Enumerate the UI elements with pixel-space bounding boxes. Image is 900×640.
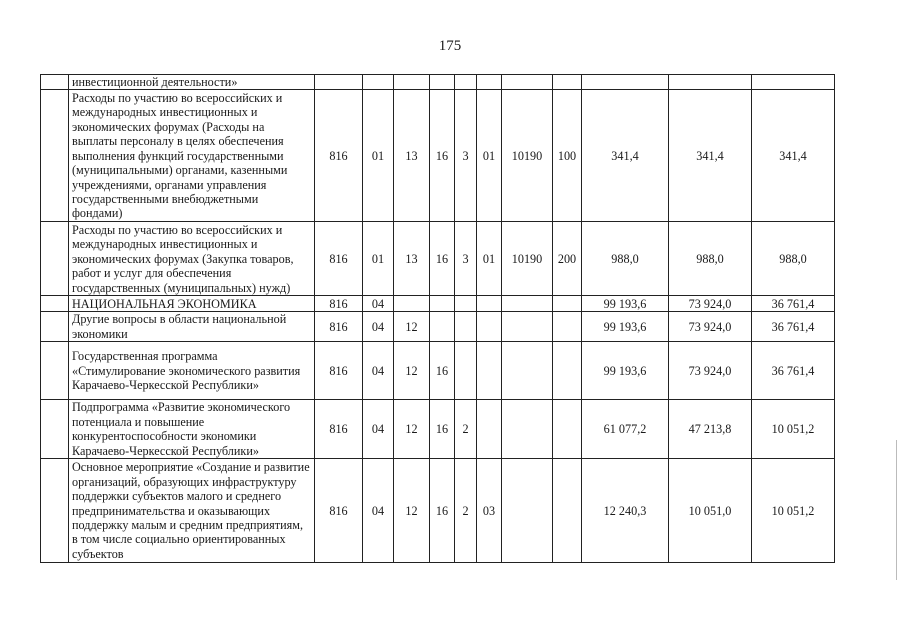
table-row: [41, 90, 835, 222]
code-cell: 04: [363, 400, 394, 459]
row-number-cell: [41, 312, 69, 342]
code-cell: 16: [430, 459, 455, 563]
item-name-cell: Государственная программа «Стимулирование экономического развития Карачаево-Черкесской Республики»: [69, 342, 315, 400]
amount-cell: 99 193,6: [582, 296, 669, 312]
item-name-cell: НАЦИОНАЛЬНАЯ ЭКОНОМИКА: [69, 296, 315, 312]
item-name-cell: Основное мероприятие «Создание и развитие организаций, образующих инфраструктуру поддержки субъектов малого и среднего предпринимательства и оказывающих поддержку малым и средним предприятиям, в том числе социально ориентированных субъектов: [69, 459, 315, 563]
amount-cell: 988,0: [582, 222, 669, 296]
amount-cell: 12 240,3: [582, 459, 669, 563]
amount-cell: 99 193,6: [582, 312, 669, 342]
amount-cell: 36 761,4: [752, 312, 835, 342]
amount-cell: [669, 75, 752, 90]
amount-cell: 10 051,0: [669, 459, 752, 563]
row-number-cell: [41, 400, 69, 459]
code-cell: 16: [430, 400, 455, 459]
code-cell: [553, 296, 582, 312]
code-cell: 2: [455, 459, 477, 563]
amount-cell: 73 924,0: [669, 296, 752, 312]
item-name-cell: Подпрограмма «Развитие экономического потенциала и повышение конкурентоспособности экономики Карачаево-Черкесской Республики»: [69, 400, 315, 459]
code-cell: [455, 342, 477, 400]
row-number-cell: [41, 90, 69, 222]
code-cell: 2: [455, 400, 477, 459]
amount-cell: [582, 75, 669, 90]
code-cell: [477, 400, 502, 459]
amount-cell: 10 051,2: [752, 459, 835, 563]
code-cell: [553, 400, 582, 459]
amount-cell: 988,0: [752, 222, 835, 296]
code-cell: [502, 296, 553, 312]
code-cell: 16: [430, 90, 455, 222]
code-cell: 12: [394, 342, 430, 400]
amount-cell: 341,4: [669, 90, 752, 222]
table-row: [41, 296, 835, 312]
code-cell: 04: [363, 342, 394, 400]
code-cell: 13: [394, 222, 430, 296]
row-number-cell: [41, 222, 69, 296]
code-cell: 12: [394, 400, 430, 459]
code-cell: 01: [477, 90, 502, 222]
table-row: [41, 459, 835, 563]
code-cell: [315, 75, 363, 90]
code-cell: [455, 296, 477, 312]
page-number: 175: [438, 38, 462, 54]
table-row: [41, 312, 835, 342]
item-name-cell: Расходы по участию во всероссийских и международных инвестиционных и экономических форумах (Расходы на выплаты персоналу в целях обеспечения выполнения функций государственными (муниципальными) органами, казенными учреждениями, органами управления государственными внебюджетными фондами): [69, 90, 315, 222]
amount-cell: 988,0: [669, 222, 752, 296]
amount-cell: 73 924,0: [669, 312, 752, 342]
code-cell: 816: [315, 222, 363, 296]
code-cell: [553, 342, 582, 400]
item-name-cell: Расходы по участию во всероссийских и международных инвестиционных и экономических форумах (Закупка товаров, работ и услуг для обеспечения государственных (муниципальных) нужд): [69, 222, 315, 296]
code-cell: [430, 75, 455, 90]
code-cell: [430, 296, 455, 312]
code-cell: 816: [315, 90, 363, 222]
code-cell: 01: [477, 222, 502, 296]
code-cell: [502, 75, 553, 90]
code-cell: [363, 75, 394, 90]
row-number-cell: [41, 342, 69, 400]
code-cell: [502, 459, 553, 563]
code-cell: 12: [394, 459, 430, 563]
budget-table: [40, 74, 835, 563]
code-cell: 816: [315, 342, 363, 400]
code-cell: [477, 312, 502, 342]
code-cell: 3: [455, 90, 477, 222]
code-cell: [455, 75, 477, 90]
code-cell: [553, 312, 582, 342]
row-number-cell: [41, 75, 69, 90]
amount-cell: [752, 75, 835, 90]
code-cell: [430, 312, 455, 342]
code-cell: [502, 342, 553, 400]
table-row: [41, 342, 835, 400]
code-cell: 816: [315, 459, 363, 563]
code-cell: 16: [430, 222, 455, 296]
table-row: [41, 400, 835, 459]
code-cell: [477, 296, 502, 312]
code-cell: [477, 75, 502, 90]
row-number-cell: [41, 296, 69, 312]
code-cell: 01: [363, 90, 394, 222]
amount-cell: 341,4: [582, 90, 669, 222]
code-cell: 200: [553, 222, 582, 296]
code-cell: 816: [315, 296, 363, 312]
amount-cell: 10 051,2: [752, 400, 835, 459]
amount-cell: 73 924,0: [669, 342, 752, 400]
code-cell: 13: [394, 90, 430, 222]
table-row: [41, 222, 835, 296]
amount-cell: 36 761,4: [752, 342, 835, 400]
code-cell: 01: [363, 222, 394, 296]
row-number-cell: [41, 459, 69, 563]
code-cell: 16: [430, 342, 455, 400]
code-cell: [502, 312, 553, 342]
item-name-cell: Другие вопросы в области национальной экономики: [69, 312, 315, 342]
scan-edge-mark: [896, 440, 897, 580]
code-cell: [394, 296, 430, 312]
table-row: [41, 75, 835, 90]
code-cell: [394, 75, 430, 90]
amount-cell: 341,4: [752, 90, 835, 222]
amount-cell: 36 761,4: [752, 296, 835, 312]
amount-cell: 99 193,6: [582, 342, 669, 400]
code-cell: [553, 459, 582, 563]
code-cell: [477, 342, 502, 400]
code-cell: 10190: [502, 222, 553, 296]
amount-cell: 61 077,2: [582, 400, 669, 459]
code-cell: 816: [315, 312, 363, 342]
code-cell: 04: [363, 296, 394, 312]
code-cell: 04: [363, 459, 394, 563]
code-cell: 12: [394, 312, 430, 342]
code-cell: [502, 400, 553, 459]
code-cell: 03: [477, 459, 502, 563]
code-cell: 3: [455, 222, 477, 296]
code-cell: [455, 312, 477, 342]
code-cell: 100: [553, 90, 582, 222]
code-cell: 816: [315, 400, 363, 459]
item-name-cell: инвестиционной деятельности»: [69, 75, 315, 90]
amount-cell: 47 213,8: [669, 400, 752, 459]
code-cell: 10190: [502, 90, 553, 222]
code-cell: 04: [363, 312, 394, 342]
code-cell: [553, 75, 582, 90]
